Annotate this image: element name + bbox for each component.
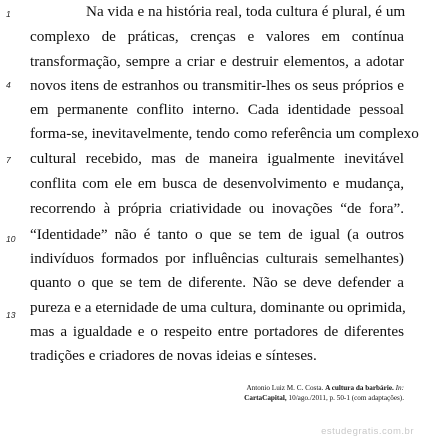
text-line-6: forma-se, inevitavelmente, tendo como referência um complexo [30,125,419,142]
source-line-2 [144,393,404,403]
source-in: In: [395,384,404,392]
source-line-1 [144,383,404,393]
line-number-1: 1 [6,9,11,19]
text-line-14: mas a igualdade e o respeito entre portadores de diferentes [30,323,404,340]
text-line-8: conflita com ele em busca de desenvolvimento e mudança, [30,175,404,192]
line-number-13: 13 [6,310,16,320]
text-line-5: em permanente conflito interno. Cada identidade pessoal [30,101,404,118]
source-citation [144,383,404,403]
text-line-11: indivíduos formados por influências culturais semelhantes) [30,250,404,267]
text-line-13: pureza e a eternidade de uma cultura, dominante ou oprimida, [30,299,406,316]
source-work: A cultura da barbárie. [325,384,394,392]
text-line-9: recorrendo à própria criatividade ou inovações “de fora”. [30,200,404,217]
source-magazine: CartaCapital, [244,394,287,402]
line-number-4: 4 [6,80,11,90]
source-author: Antonio Luiz M. C. Costa. [246,384,324,392]
text-line-2: complexo de práticas, crenças e valores em contínua [30,28,404,45]
text-line-15: tradições e criadores de novas ideias e sínteses. [30,347,317,364]
text-line-12: quanto o que se tem de diferente. Não se deve defender a [30,274,404,291]
line-number-7: 7 [6,155,11,165]
text-line-3: transformação, sempre a criar e destruir elementos, a adotar [30,53,404,70]
text-line-10: “Identidade” não é tanto o que se tem de igual (a outros [30,226,404,243]
text-line-7: cultural recebido, mas de maneira igualmente inevitável [30,150,404,167]
watermark-url: estudegratis.com.br [321,426,414,437]
text-line-1: Na vida e na história real, toda cultura é plural, é um [86,3,406,20]
text-line-4: novos itens de estranhos ou transmitir-lhes os seus próprios e [30,77,404,94]
source-details: 10/ago./2011, p. 50-1 (com adaptações). [288,394,404,402]
line-number-10: 10 [6,234,16,244]
